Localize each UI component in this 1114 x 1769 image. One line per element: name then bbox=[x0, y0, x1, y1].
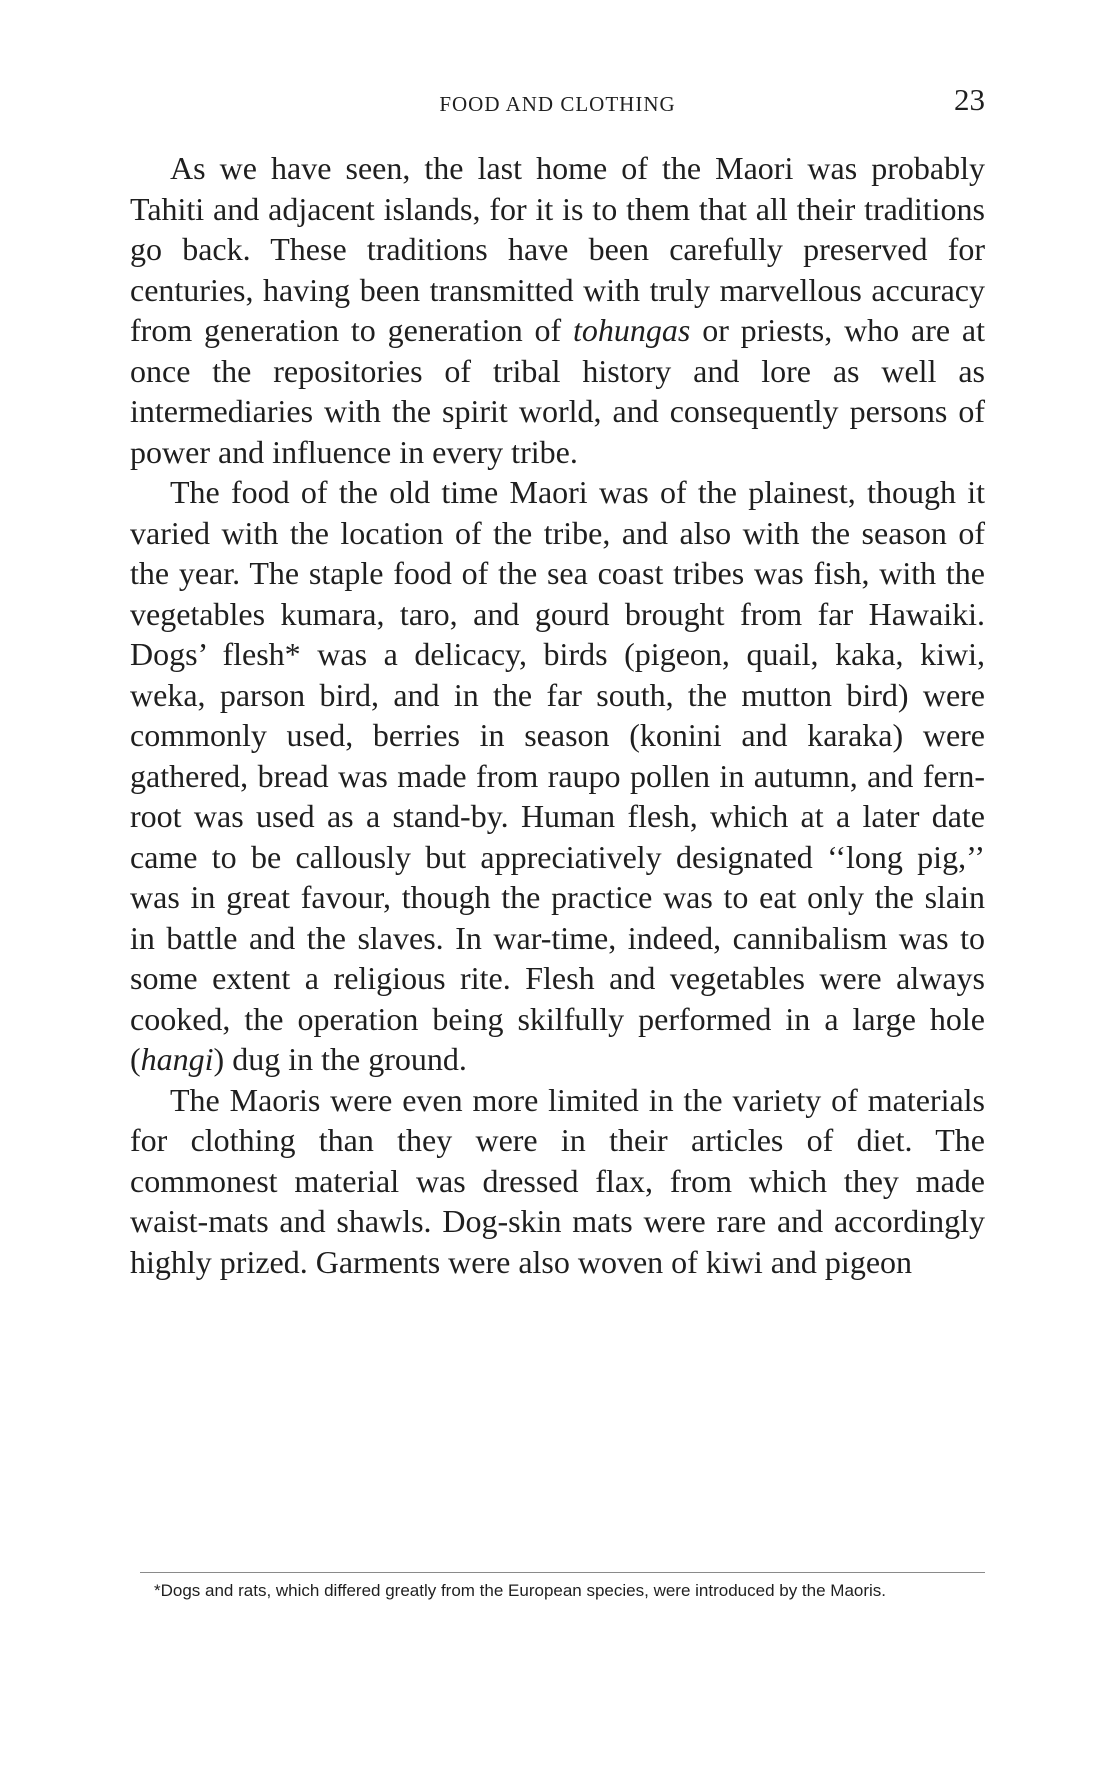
paragraph-maori-food bbox=[130, 472, 985, 1080]
paragraph-text: The food of the old time Maori was of the plainest, though it varied with the location of the tribe, and also with the season of the year. The staple food of the sea coast tribes was fish, with the vegetables kumara, taro, and gourd brought from far Hawaiki. Dogs’ flesh* was a delicacy, birds (pigeon, quail, kaka, kiwi, weka, parson bird, and in the far south, the mutton bird) were commonly used, berries in season (konini and karaka) were gathered, bread was made from raupo pollen in autumn, and fern-root was used as a stand-by. Human flesh, which at a later date came to be callously but appreciatively designated ‘‘long pig,’’ was in great favour, though the practice was to eat only the slain in battle and the slaves. In war-time, indeed, cannibalism was to some extent a religious rite. Flesh and vegetables were always cooked, the operation being skilfully performed in a large hole ( bbox=[130, 474, 985, 1077]
paragraph-maori-traditions bbox=[130, 148, 985, 472]
paragraph-text: As we have seen, the last home of the Maori was probably Tahiti and adjacent islands, for it is to them that all their traditions go back. These traditions have been carefully preserved for centuries, having been transmitted with truly marvellous accuracy from generation to generation of bbox=[130, 150, 985, 348]
paragraph-maori-clothing bbox=[130, 1080, 985, 1283]
page-number: 23 bbox=[954, 82, 985, 117]
italic-term: tohungas bbox=[573, 312, 691, 348]
body-text bbox=[130, 148, 985, 1282]
paragraph-text: ) dug in the ground. bbox=[213, 1041, 467, 1077]
footnote-rule bbox=[140, 1572, 985, 1573]
running-head: FOOD AND CLOTHING bbox=[439, 92, 676, 116]
page-header bbox=[130, 82, 985, 122]
footnote: *Dogs and rats, which differed greatly from the European species, were introduced by the Maoris. bbox=[154, 1581, 887, 1600]
italic-term: hangi bbox=[140, 1041, 214, 1077]
paragraph-text: or priests, who are at once the repositories of tribal history and lore as well as intermediaries with the spirit world, and consequently persons of power and influence in every tribe. bbox=[130, 312, 986, 470]
paragraph-text: The Maoris were even more limited in the variety of materials for clothing than they were in their articles of diet. The commonest material was dressed flax, from which they made waist-mats and shawls. Dog-skin mats were rare and accordingly highly prized. Garments were also woven of kiwi and pigeon bbox=[130, 1081, 985, 1280]
